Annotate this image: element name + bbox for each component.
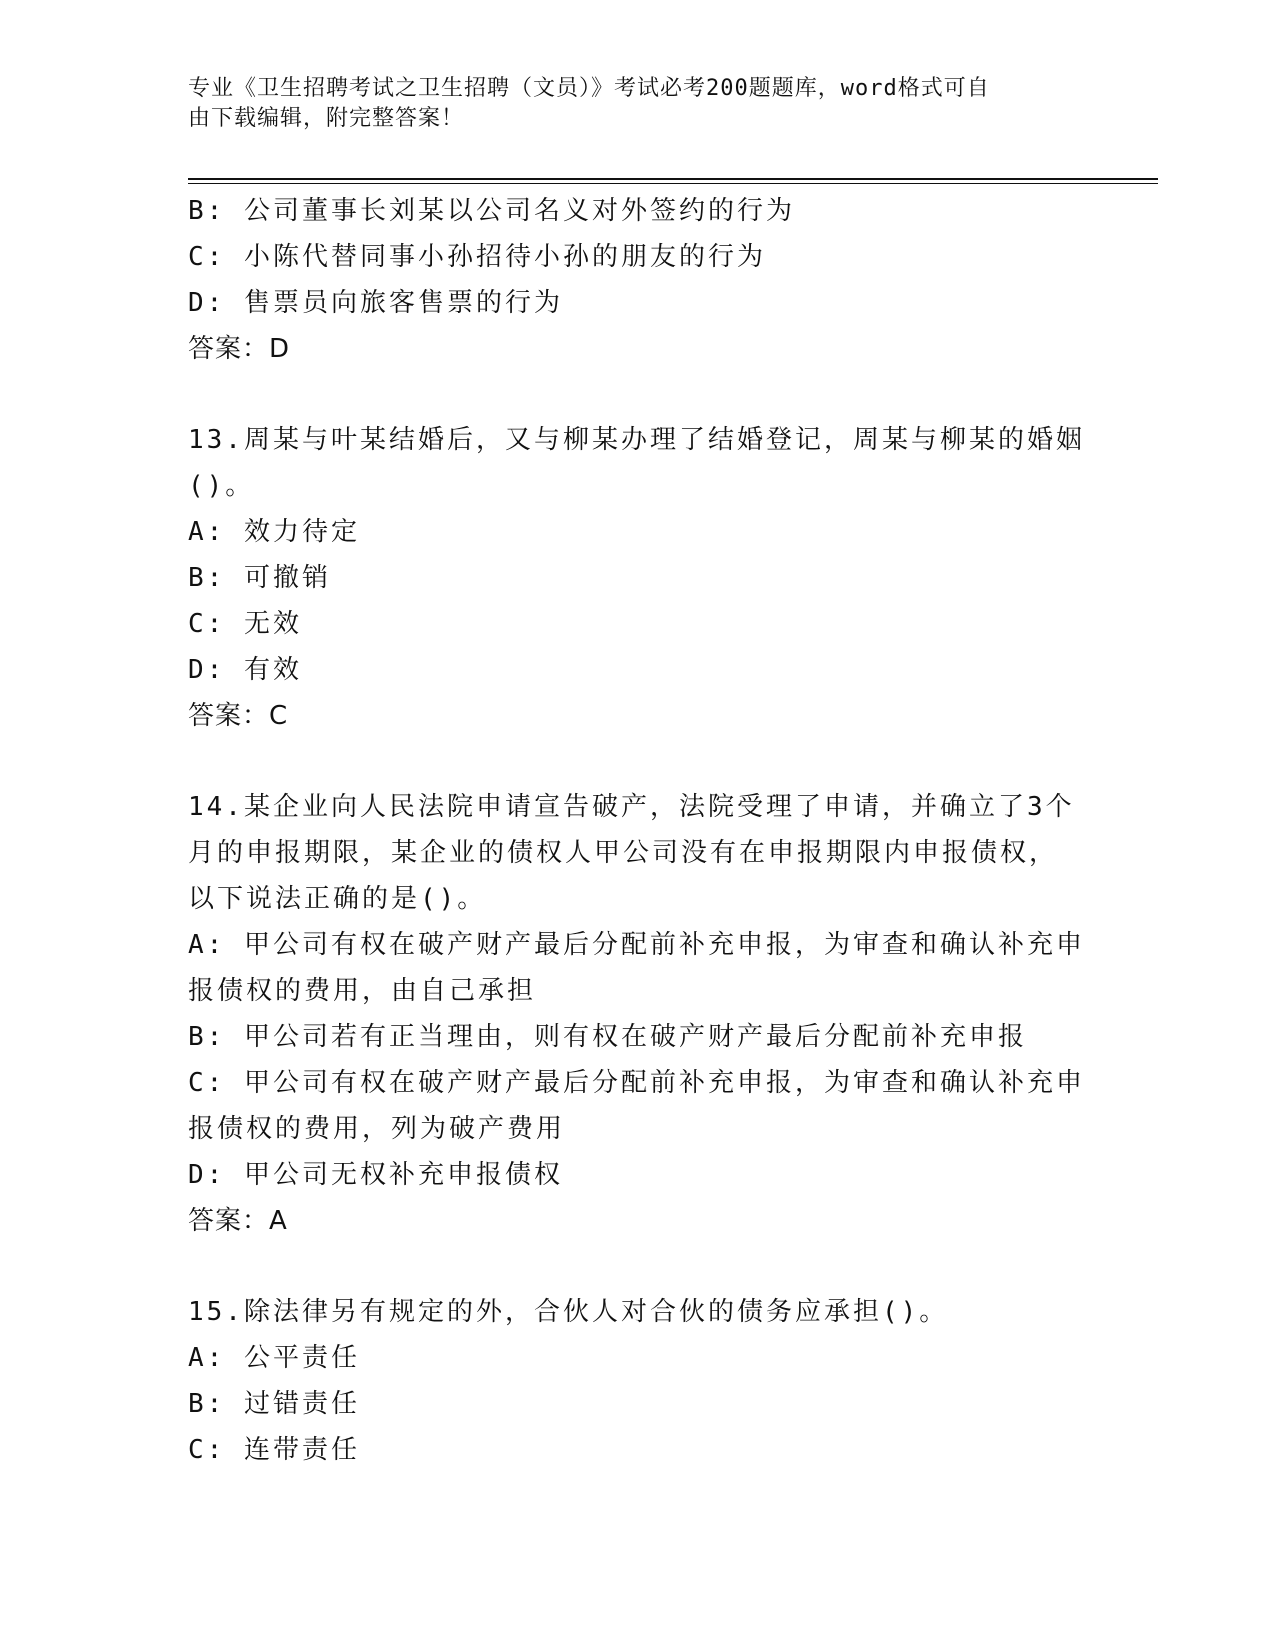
question-stem: 13.周某与叶某结婚后，又与柳某办理了结婚登记，周某与柳某的婚姻 — [188, 425, 1085, 455]
option-a-cont: 报债权的费用，由自己承担 — [188, 976, 537, 1006]
question-stem-cont: 以下说法正确的是()。 — [188, 884, 487, 914]
question-stem: 14.某企业向人民法院申请宣告破产，法院受理了申请，并确立了3个 — [188, 792, 1075, 822]
question-stem-cont: ()。 — [188, 471, 255, 501]
question-14 — [188, 784, 1088, 1244]
question-15 — [188, 1289, 1088, 1473]
option-d: D: 有效 — [188, 655, 302, 685]
option-c: C: 小陈代替同事小孙招待小孙的朋友的行为 — [188, 242, 766, 272]
header-rule-thick — [188, 178, 1158, 180]
option-b: B: 可撤销 — [188, 563, 331, 593]
question-12 — [188, 188, 1088, 372]
option-a: A: 公平责任 — [188, 1343, 360, 1373]
question-stem: 15.除法律另有规定的外，合伙人对合伙的债务应承担()。 — [188, 1297, 949, 1327]
spacer — [188, 1244, 1088, 1289]
option-d: D: 甲公司无权补充申报债权 — [188, 1160, 563, 1190]
answer-line: 答案：C — [188, 701, 289, 731]
question-stem-cont: 月的申报期限，某企业的债权人甲公司没有在申报期限内申报债权， — [188, 838, 1059, 868]
question-13 — [188, 417, 1088, 739]
option-d: D: 售票员向旅客售票的行为 — [188, 288, 563, 318]
document-body — [188, 188, 1088, 1473]
header-line-1: 专业《卫生招聘考试之卫生招聘（文员）》考试必考200题题库，word格式可自 — [188, 76, 990, 101]
option-c: C: 连带责任 — [188, 1435, 360, 1465]
option-c-cont: 报债权的费用，列为破产费用 — [188, 1114, 566, 1144]
option-b: B: 过错责任 — [188, 1389, 360, 1419]
answer-line: 答案：A — [188, 1206, 288, 1236]
document-header — [188, 74, 1068, 134]
option-b: B: 公司董事长刘某以公司名义对外签约的行为 — [188, 196, 795, 226]
option-c: C: 甲公司有权在破产财产最后分配前补充申报，为审查和确认补充申 — [188, 1068, 1085, 1098]
answer-line: 答案：D — [188, 334, 291, 364]
header-rule-thin — [188, 183, 1158, 184]
option-b: B: 甲公司若有正当理由，则有权在破产财产最后分配前补充申报 — [188, 1022, 1027, 1052]
spacer — [188, 739, 1088, 784]
option-a: A: 甲公司有权在破产财产最后分配前补充申报，为审查和确认补充申 — [188, 930, 1085, 960]
option-a: A: 效力待定 — [188, 517, 360, 547]
spacer — [188, 372, 1088, 417]
option-c: C: 无效 — [188, 609, 302, 639]
header-line-2: 由下载编辑，附完整答案！ — [188, 106, 465, 131]
